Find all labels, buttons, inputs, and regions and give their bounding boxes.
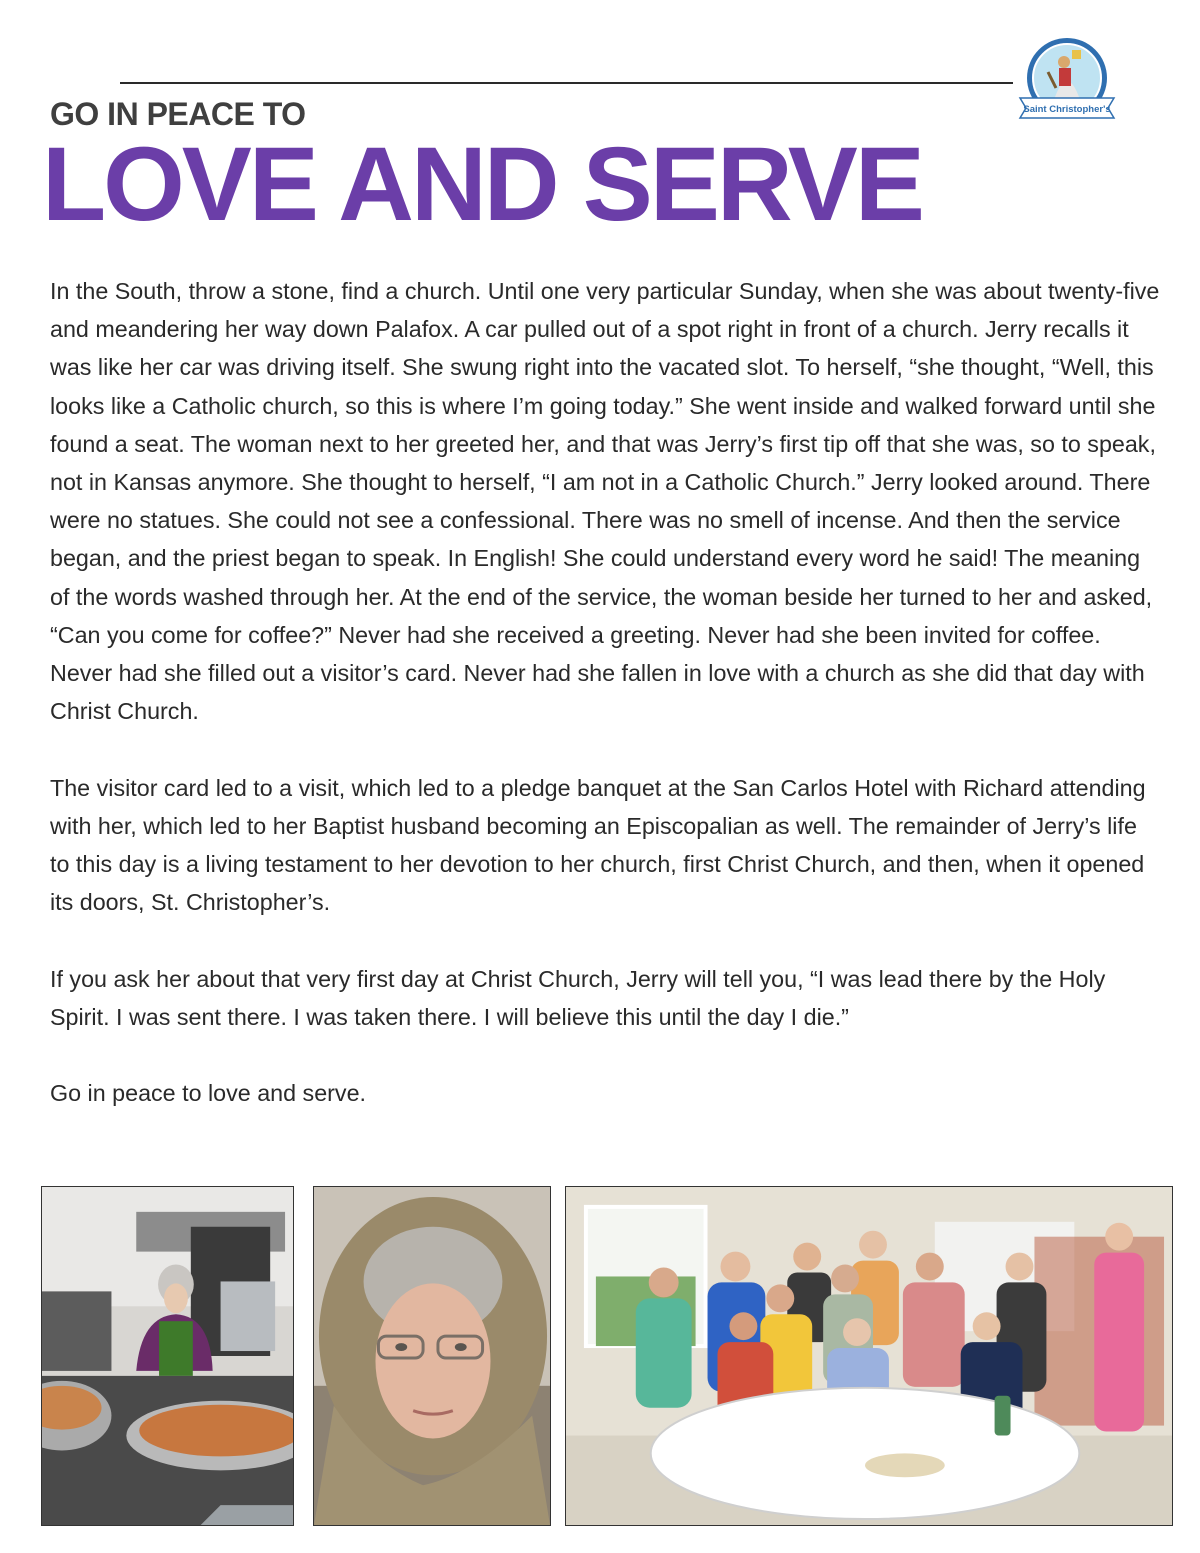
kitchen-photo xyxy=(41,1186,294,1526)
article-paragraph: In the South, throw a stone, find a church. Until one very particular Sunday, when she was about twenty-five and meandering her way down Palafox. A car pulled out of a spot right in front of a church. Jerry recalls it was like her car was driving itself. She swung right into the vacated slot. To herself, “she thought, “Well, this looks like a Catholic church, so this is where I’m going today.” She went inside and walked forward until she found a seat. The woman next to her greeted her, and that was Jerry’s first tip off that she was, so to speak, not in Kansas anymore. She thought to herself, “I am not in a Catholic Church.” Jerry looked around. There were no statues. She could not see a confessional. There was no smell of incense. And then the service began, and the priest began to speak. In English! She could understand every word he said! The meaning of the words washed through her. At the end of the service, the woman beside her turned to her and asked, “Can you come for coffee?” Never had she received a greeting. Never had she been invited for coffee. Never had she filled out a visitor’s card. Never had she fallen in love with a church as she did that day with Christ Church. xyxy=(50,278,1160,725)
kicker-heading: GO IN PEACE TO xyxy=(50,96,306,132)
logo-text: Saint Christopher's xyxy=(1023,104,1111,115)
group-photo xyxy=(565,1186,1173,1526)
closing-line: Go in peace to love and serve. xyxy=(50,1080,366,1107)
article-body xyxy=(50,272,1160,1151)
top-rule xyxy=(120,82,1013,84)
portrait-photo xyxy=(313,1186,551,1526)
article-paragraph: The visitor card led to a visit, which led to a pledge banquet at the San Carlos Hotel with Richard attending with her, which led to her Baptist husband becoming an Episcopalian as well. The remainder of Jerry’s life to this day is a living testament to her devotion to her church, first Christ Church, and then, when it opened its doors, St. Christopher’s. xyxy=(50,774,1146,916)
article-paragraph: If you ask her about that very first day at Christ Church, Jerry will tell you, “I was lead there by the Holy Spirit. I was sent there. I was taken there. I will believe this until the day I die.” xyxy=(50,965,1106,1030)
page-title: LOVE AND SERVE xyxy=(42,126,922,243)
church-logo xyxy=(1012,36,1122,130)
